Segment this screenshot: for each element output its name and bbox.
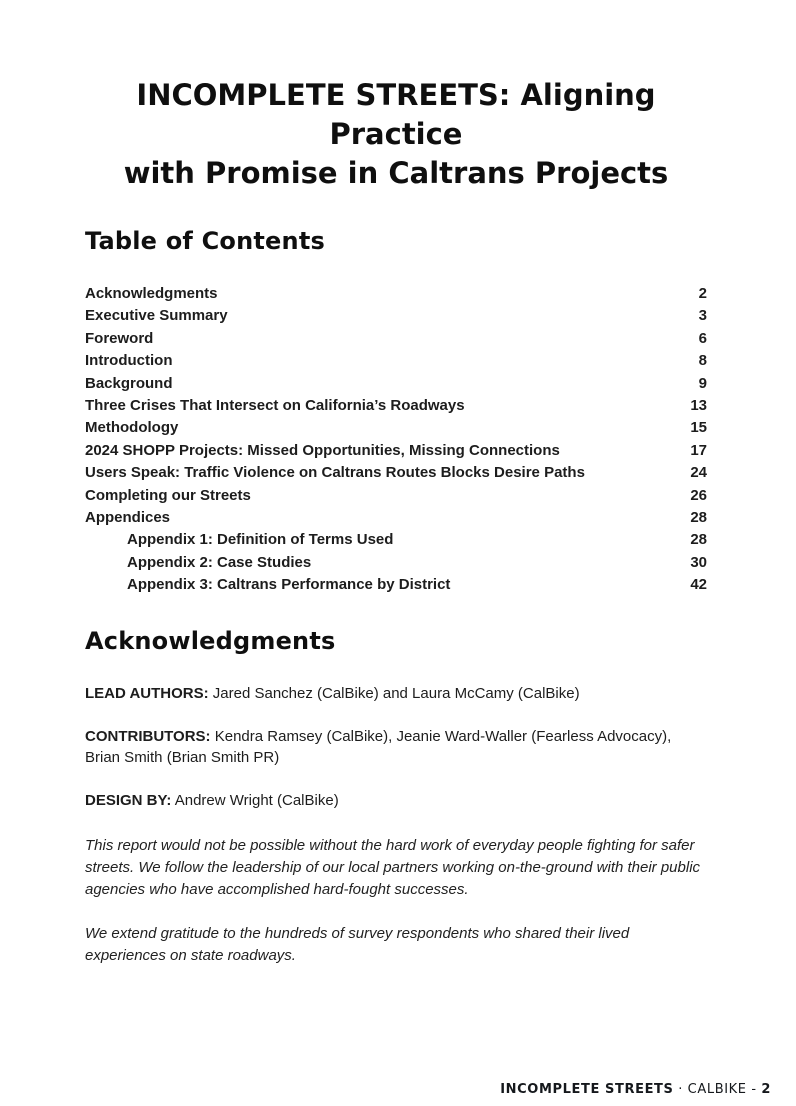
credit-text: Andrew Wright (CalBike) [171,791,339,809]
toc-entry-label: Appendices [85,509,171,527]
acknowledgment-paragraph-2: We extend gratitude to the hundreds of survey respondents who shared their lived experiences on state roadways. [85,924,630,964]
acknowledgments-heading: Acknowledgments [85,626,336,655]
toc-entry-label: Acknowledgments [85,285,218,302]
toc-entry-label: Users Speak: Traffic Violence on Caltrans Routes Blocks Desire Paths [85,464,585,482]
toc-entry-methodology[interactable] [85,417,707,439]
toc-entry-appendix-2[interactable] [85,552,707,574]
credit-lead-authors [85,683,710,704]
toc-entry-label: Background [85,374,173,392]
report-title-line1: INCOMPLETE STREETS: Aligning Practice [136,78,656,151]
credit-label: DESIGN BY: [85,791,172,809]
toc-entry-page-number: 15 [690,419,707,437]
report-title-line2: with Promise in Caltrans Projects [123,156,669,190]
toc-entry-foreword[interactable] [85,328,707,350]
page-footer [491,1067,771,1097]
toc-entry-page-number: 28 [690,531,707,549]
toc-entry-page-number: 8 [698,352,707,370]
toc-entry-label: Foreword [85,329,154,347]
credit-text: Jared Sanchez (CalBike) and Laura McCamy (CalBike) [208,684,580,702]
toc-entry-page-number: 28 [690,509,707,527]
toc-entry-page-number: 26 [690,486,707,504]
table-of-contents [85,283,707,597]
toc-entry-2024-shopp-projects[interactable] [85,440,707,462]
footer-org: · CALBIKE - [673,1082,762,1097]
toc-entry-page-number: 42 [690,576,707,594]
toc-entry-label: Introduction [85,352,173,370]
credit-label: CONTRIBUTORS: [85,727,211,745]
toc-entry-page-number: 6 [698,329,707,347]
toc-entry-label: Appendix 1: Definition of Terms Used [127,531,394,549]
toc-entry-users-speak[interactable] [85,462,707,484]
toc-entry-appendix-3[interactable] [85,574,707,596]
report-page [0,76,796,967]
toc-entry-three-crises[interactable] [85,395,707,417]
toc-entry-label: Completing our Streets [85,486,251,504]
toc-entry-label: Appendix 3: Caltrans Performance by District [127,576,451,594]
toc-entry-page-number: 3 [698,307,707,325]
toc-entry-page-number: 13 [690,397,707,415]
credit-design-by [85,790,710,811]
toc-entry-page-number: 30 [690,553,707,571]
toc-entry-label: Executive Summary [85,307,228,325]
toc-heading: Table of Contents [85,227,325,255]
toc-entry-page-number: 9 [698,374,707,392]
credit-label: LEAD AUTHORS: [85,684,209,702]
toc-entry-page-number: 17 [690,441,707,459]
acknowledgment-paragraph-1: This report would not be possible without the hard work of everyday people fighting for safer streets. We follow the leadership of our local partners working on-the-ground with their public agencies who have accomplished hard-fought successes. [85,836,701,898]
toc-entry-label: Methodology [85,419,179,437]
toc-entry-executive-summary[interactable] [85,305,707,327]
toc-entry-introduction[interactable] [85,350,707,372]
toc-entry-page-number: 24 [690,464,707,482]
credit-text: Kendra Ramsey (CalBike), Jeanie Ward-Waller (Fearless Advocacy), Brian Smith (Brian Smith PR) [85,727,672,766]
toc-entry-appendices[interactable] [85,507,707,529]
toc-entry-completing-our-streets[interactable] [85,485,707,507]
toc-entry-background[interactable] [85,373,707,395]
toc-entry-appendix-1[interactable] [85,529,707,551]
footer-report-name: INCOMPLETE STREETS [500,1082,674,1097]
toc-entry-label: Appendix 2: Case Studies [127,553,312,571]
toc-entry-page-number: 2 [698,285,707,302]
toc-entry-label: 2024 SHOPP Projects: Missed Opportunities, Missing Connections [85,441,560,459]
document-page [0,76,796,1106]
toc-entry-acknowledgments[interactable] [85,283,707,305]
report-title [85,76,707,193]
toc-entry-label: Three Crises That Intersect on California’s Roadways [85,397,465,415]
credit-contributors [85,726,710,768]
footer-page-number: 2 [761,1082,771,1097]
